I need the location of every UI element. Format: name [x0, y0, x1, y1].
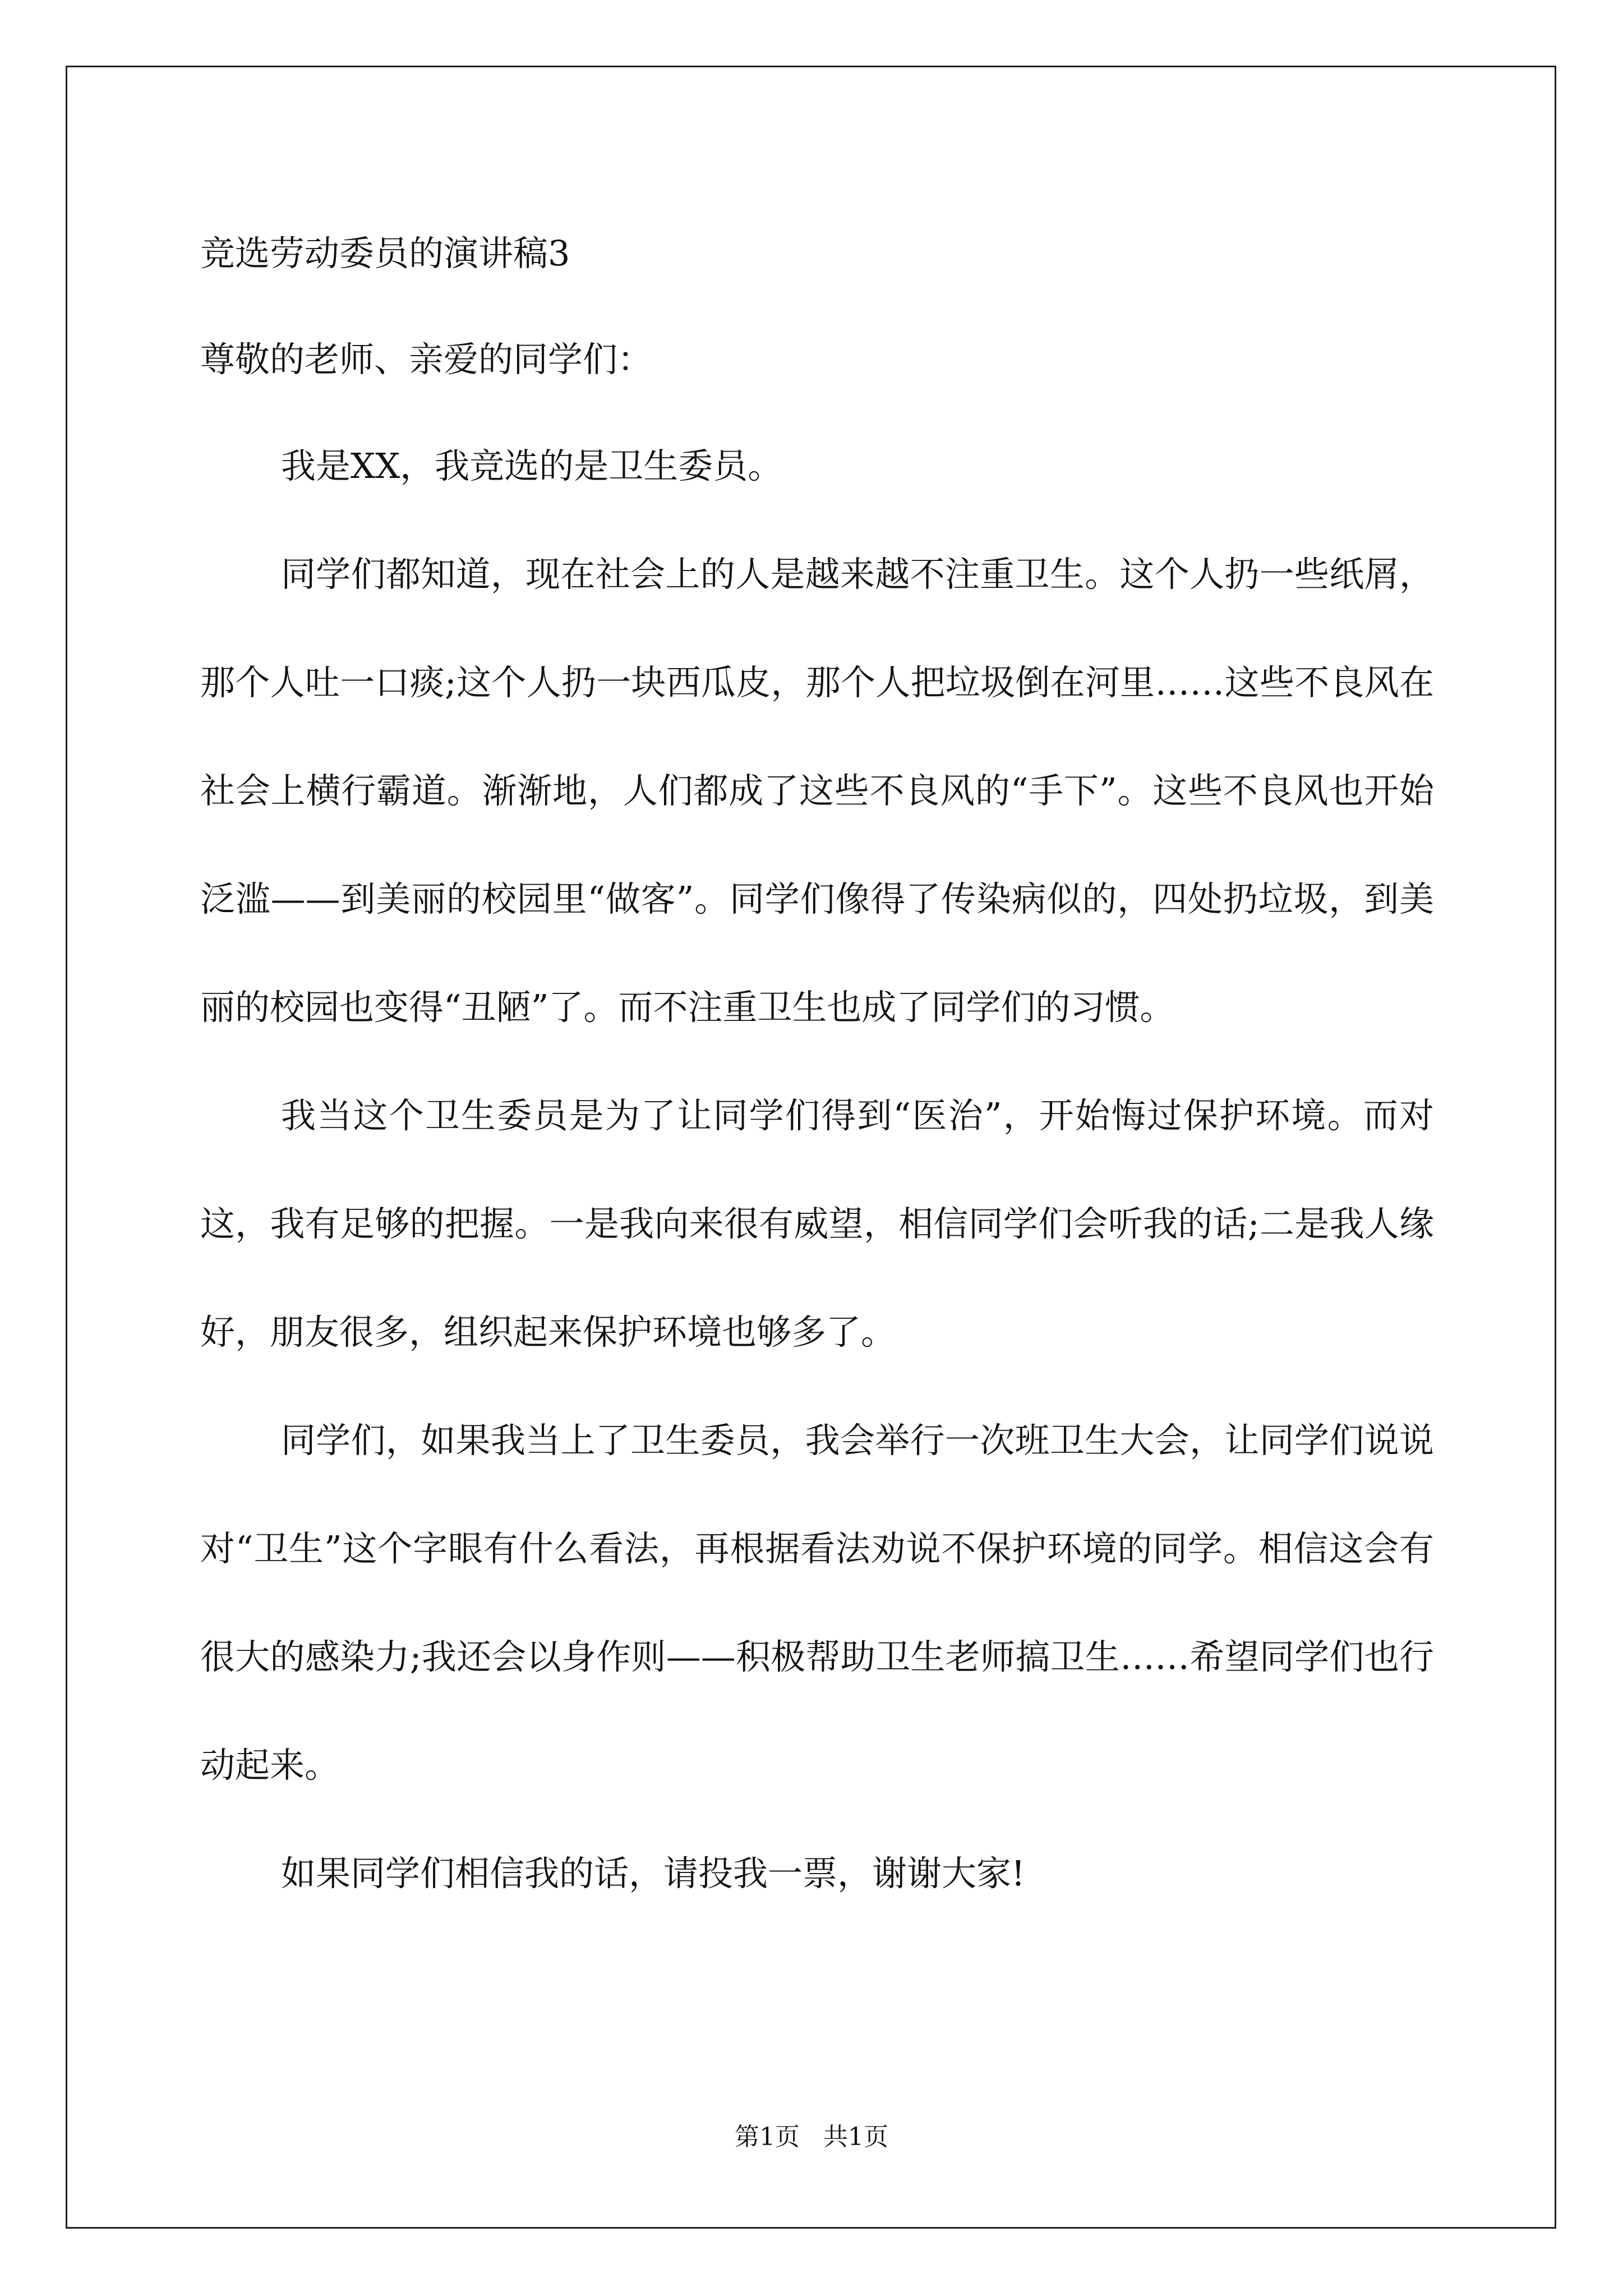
- salutation: 尊敬的老师、亲爱的同学们：: [200, 339, 653, 380]
- document-body: [200, 227, 1434, 1927]
- paragraph-closing: 如果同学们相信我的话，请投我一票，谢谢大家!: [281, 1853, 1025, 1894]
- paragraph-reason: 我当这个卫生委员是为了让同学们得到“医治”，开始悔过保护环境。而对这，我有足够的把握。一是我向来很有威望，相信同学们会听我的话;二是我人缘好，朋友很多，组织起来保护环境也够多了。: [200, 1095, 1434, 1352]
- paragraph-problem: 同学们都知道，现在社会上的人是越来越不注重卫生。这个人扔一些纸屑，那个人吐一口痰;这个人扔一块西瓜皮，那个人把垃圾倒在河里……这些不良风在社会上横行霸道。渐渐地，人们都成了这些不良风的“手下”。这些不良风也开始泛滥——到美丽的校园里“做客”。同学们像得了传染病似的，四处扔垃圾，到美丽的校园也变得“丑陋”了。而不注重卫生也成了同学们的习惯。: [200, 554, 1434, 1028]
- paragraph-plan: 同学们，如果我当上了卫生委员，我会举行一次班卫生大会，让同学们说说对“卫生”这个字眼有什么看法，再根据看法劝说不保护环境的同学。相信这会有很大的感染力;我还会以身作则——积极帮助卫生老师搞卫生……希望同学们也行动起来。: [200, 1420, 1434, 1786]
- paragraph-intro: 我是XX，我竞选的是卫生委员。: [281, 445, 783, 486]
- page-number-footer: 第1页 共1页: [735, 2123, 888, 2151]
- document-title: 竞选劳动委员的演讲稿3: [200, 233, 570, 274]
